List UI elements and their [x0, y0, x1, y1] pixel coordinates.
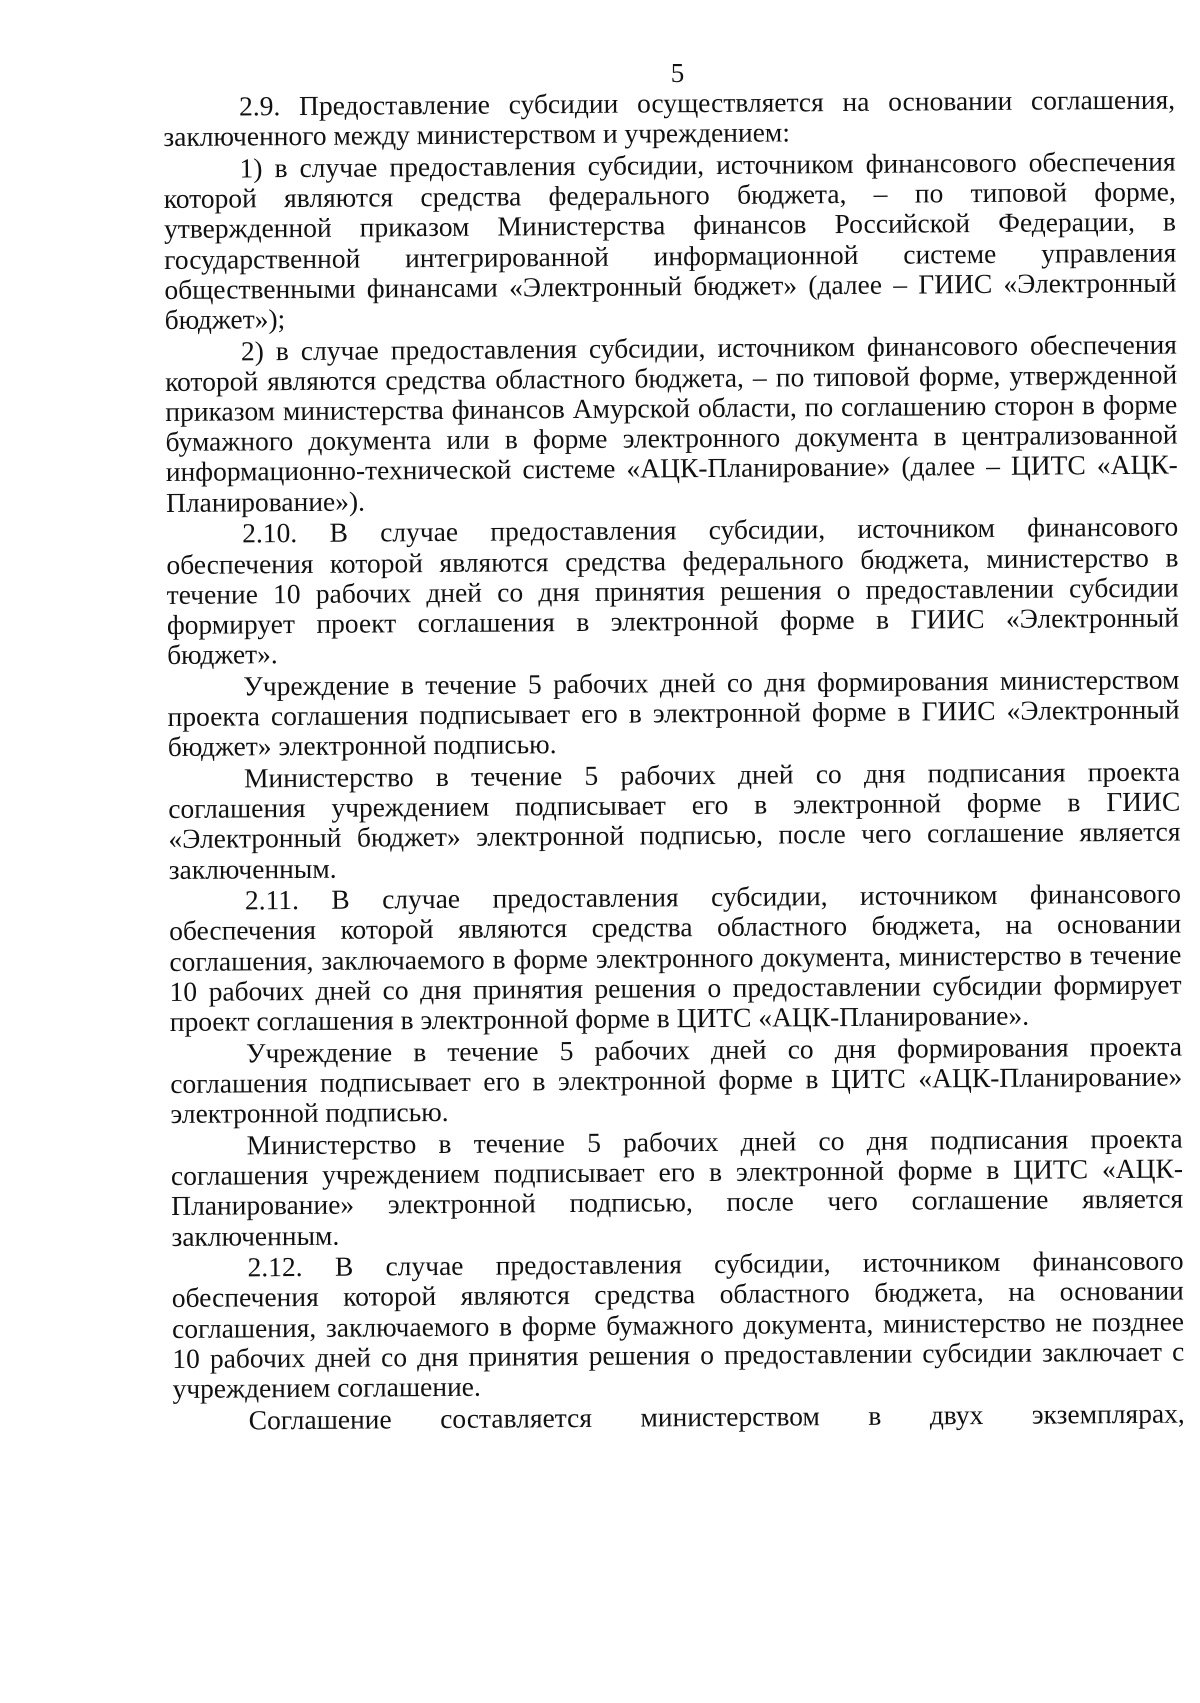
paragraph-2-11-ministry-signing: Министерство в течение 5 рабочих дней со дня подписания проекта соглашения учреждением подписывает его в электронной форме в ЦИТС «АЦК-Планирование» электронной подписью, после чего соглашение является заключенным. — [170, 1122, 1184, 1252]
paragraph-2-11: 2.11. В случае предоставления субсидии, источником финансового обеспечения которой являются средства областного бюджета, на основании соглашения, заключаемого в форме электронного документа, министерство в течение 10 рабочих дней со дня принятия решения о предоставлении субсидии формирует проект соглашения в электронной форме в ЦИТС «АЦК-Планирование». — [169, 877, 1182, 1038]
paragraph-2-9: 2.9. Предоставление субсидии осуществляется на основании соглашения, заключенного между министерством и учреждением: — [163, 83, 1176, 153]
paragraph-2-9-item-2: 2) в случае предоставления субсидии, источником финансового обеспечения которой являются средства областного бюджета, – по типовой форме, утвержденной приказом министерства финансов Амурской области, по соглашению сторон в форме бумажного документа или в форме электронного документа в централизованной информационно-технической системе «АЦК-Планирование» (далее – ЦИТС «АЦК-Планирование»). — [165, 328, 1178, 518]
paragraph-2-12: 2.12. В случае предоставления субсидии, источником финансового обеспечения которой являются средства областного бюджета, на основании соглашения, заключаемого в форме бумажного документа, министерство не позднее 10 рабочих дней со дня принятия решения о предоставлении субсидии заключает с учреждением соглашение. — [171, 1244, 1185, 1404]
paragraph-2-10-institution-signing: Учреждение в течение 5 рабочих дней со дня формирования министерством проекта соглашения подписывает его в электронной форме в ГИИС «Электронный бюджет» электронной подписью. — [167, 663, 1180, 763]
paragraph-2-10-ministry-signing: Министерство в течение 5 рабочих дней со дня подписания проекта соглашения учреждением подписывает его в электронной форме в ГИИС «Электронный бюджет» электронной подписью, после чего соглашение является заключенным. — [168, 755, 1181, 885]
document-body — [163, 85, 1185, 1438]
paragraph-agreement-copies: Соглашение составляется министерством в двух экземплярах, — [248, 1397, 1185, 1436]
page-number: 5 — [670, 58, 685, 88]
paragraph-2-10: 2.10. В случае предоставления субсидии, источником финансового обеспечения которой являются средства федерального бюджета, министерство в течение 10 рабочих дней со дня принятия решения о предоставлении субсидии формирует проект соглашения в электронной форме в ГИИС «Электронный бюджет». — [166, 510, 1179, 671]
paragraph-2-9-item-1: 1) в случае предоставления субсидии, источником финансового обеспечения которой являются средства федерального бюджета, – по типовой форме, утвержденной приказом Министерства финансов Российской Федерации, в государственной интегрированной информационной системе управления общественными финансами «Электронный бюджет» (далее – ГИИС «Электронный бюджет»); — [163, 145, 1177, 335]
paragraph-2-11-institution-signing: Учреждение в течение 5 рабочих дней со дня формирования проекта соглашения подписывает его в электронной форме в ЦИТС «АЦК-Планирование» электронной подписью. — [170, 1030, 1183, 1130]
